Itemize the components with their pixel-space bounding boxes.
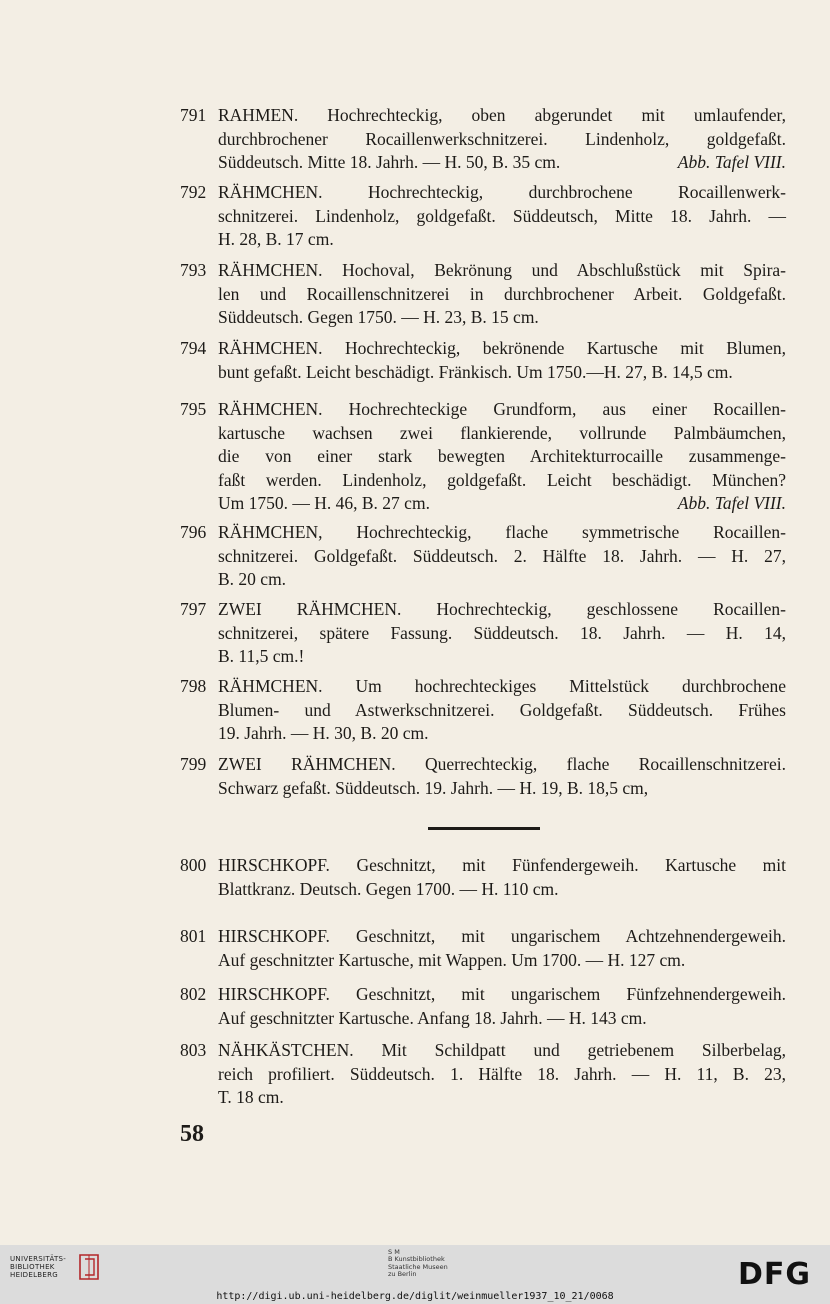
entry-line <box>218 398 786 422</box>
catalog-entry-792 <box>180 181 786 252</box>
entry-line-text: HIRSCHKOPF. Geschnitzt, mit Fünfendergeweih. Kartusche mit <box>218 855 786 875</box>
entry-line-text: Süddeutsch. Gegen 1750. — H. 23, B. 15 cm. <box>218 307 539 327</box>
entry-line <box>218 1039 786 1063</box>
catalog-entry-801 <box>180 925 786 972</box>
entry-line <box>218 228 786 252</box>
catalog-entry-791 <box>180 104 786 175</box>
figure-reference: Abb. Tafel VIII. <box>677 152 786 172</box>
university-library-logo <box>10 1255 66 1279</box>
entry-line <box>218 545 786 569</box>
entry-text <box>218 104 786 175</box>
entry-line-text: RÄHMCHEN. Hochrechteckige Grundform, aus einer Rocaillen- <box>218 399 786 419</box>
entry-line <box>218 645 786 669</box>
entry-line <box>218 151 786 175</box>
entry-line-text: durchbrochener Rocaillenwerkschnitzerei. Lindenholz, goldgefaßt. <box>218 128 786 149</box>
entry-line-text: RÄHMCHEN. Um hochrechteckiges Mittelstück durchbrochene <box>218 676 786 696</box>
entry-line <box>218 1007 786 1031</box>
permalink-url[interactable]: http://digi.ub.uni-heidelberg.de/diglit/weinmueller1937_10_21/0068 <box>216 1291 614 1302</box>
entry-line-text: reich profiliert. Süddeutsch. 1. Hälfte 18. Jahrh. — H. 11, B. 23, <box>218 1063 786 1084</box>
entry-line-text: T. 18 cm. <box>218 1087 284 1107</box>
entry-text <box>218 181 786 252</box>
entry-line-text: bunt gefaßt. Leicht beschädigt. Fränkisch. Um 1750.—H. 27, B. 14,5 cm. <box>218 361 733 382</box>
entry-line-text: schnitzerei. Goldgefaßt. Süddeutsch. 2. Hälfte 18. Jahrh. — H. 27, <box>218 545 786 566</box>
entry-line <box>218 854 786 878</box>
entry-line-text: Auf geschnitzter Kartusche. Anfang 18. Jahrh. — H. 143 cm. <box>218 1007 647 1028</box>
entry-line <box>218 104 786 128</box>
catalog-entry-794 <box>180 337 786 384</box>
entry-number: 794 <box>180 338 207 358</box>
entry-line-text: 19. Jahrh. — H. 30, B. 20 cm. <box>218 723 429 743</box>
entry-line-text: faßt werden. Lindenholz, goldgefaßt. Leicht beschädigt. München? <box>218 469 786 490</box>
entry-line <box>218 699 786 723</box>
entry-text <box>218 854 786 901</box>
entry-number: 802 <box>180 984 207 1004</box>
entry-line-text: HIRSCHKOPF. Geschnitzt, mit ungarischem Achtzehnendergeweih. <box>218 926 786 946</box>
entry-line-text: schnitzerei, spätere Fassung. Süddeutsch. 18. Jahrh. — H. 14, <box>218 622 786 643</box>
entry-line-text: RÄHMCHEN. Hochrechteckig, durchbrochene Rocaillenwerk- <box>218 182 786 202</box>
figure-reference: Abb. Tafel VIII. <box>677 493 786 513</box>
logo-line: BIBLIOTHEK <box>10 1263 55 1271</box>
viewer-footer <box>0 1245 830 1304</box>
entry-line <box>218 753 786 777</box>
entry-text <box>218 1039 786 1110</box>
entry-line <box>218 306 786 330</box>
entry-line <box>218 492 786 516</box>
entry-number: 791 <box>180 105 207 125</box>
entry-line-text: Schwarz gefaßt. Süddeutsch. 19. Jahrh. — H. 19, B. 18,5 cm, <box>218 777 649 798</box>
entry-line <box>218 675 786 699</box>
stamp-line: zu Berlin <box>388 1270 417 1279</box>
entry-line-text: ZWEI RÄHMCHEN. Hochrechteckig, geschlossene Rocaillen- <box>218 599 786 619</box>
entry-line <box>218 568 786 592</box>
catalog-entry-799 <box>180 753 786 800</box>
entry-number: 793 <box>180 260 207 280</box>
entry-text <box>218 925 786 972</box>
entry-line-text: RÄHMCHEN, Hochrechteckig, flache symmetrische Rocaillen- <box>218 522 786 542</box>
entry-line-text: ZWEI RÄHMCHEN. Querrechteckig, flache Rocaillenschnitzerei. <box>218 754 786 774</box>
entry-line-text: HIRSCHKOPF. Geschnitzt, mit ungarischem Fünfzehnendergeweih. <box>218 984 786 1004</box>
catalog-entry-795 <box>180 398 786 516</box>
entry-line-text: RÄHMCHEN. Hochrechteckig, bekrönende Kartusche mit Blumen, <box>218 338 786 358</box>
entry-line <box>218 259 786 283</box>
catalog-entry-802 <box>180 983 786 1030</box>
entry-text <box>218 398 786 516</box>
entry-line-text: H. 28, B. 17 cm. <box>218 229 334 249</box>
entry-line-text: Um 1750. — H. 46, B. 27 cm. <box>218 493 430 513</box>
entry-number: 797 <box>180 599 207 619</box>
logo-line: HEIDELBERG <box>10 1271 58 1279</box>
entry-number: 796 <box>180 522 207 542</box>
entry-line <box>218 983 786 1007</box>
entry-line <box>218 777 786 801</box>
entry-number: 803 <box>180 1040 207 1060</box>
entry-line-text: Blattkranz. Deutsch. Gegen 1700. — H. 110 cm. <box>218 878 559 899</box>
entry-text <box>218 521 786 592</box>
stamp-line: S M <box>388 1248 400 1256</box>
entry-line-text: schnitzerei. Lindenholz, goldgefaßt. Süddeutsch, Mitte 18. Jahrh. — <box>218 205 786 226</box>
stamp-line: Staatliche Museen <box>388 1262 448 1271</box>
entry-line <box>218 1063 786 1087</box>
entry-line <box>218 422 786 446</box>
entry-line <box>218 1086 786 1110</box>
catalog-entry-793 <box>180 259 786 330</box>
entry-line <box>218 181 786 205</box>
entry-number: 798 <box>180 676 207 696</box>
entry-line <box>218 622 786 646</box>
entry-line <box>218 128 786 152</box>
dfg-logo: DFG <box>738 1257 812 1292</box>
entry-line <box>218 205 786 229</box>
entry-line <box>218 337 786 361</box>
catalog-entry-798 <box>180 675 786 746</box>
entry-text <box>218 337 786 384</box>
entry-line-text: Süddeutsch. Mitte 18. Jahrh. — H. 50, B. 35 cm. <box>218 152 561 172</box>
entry-number: 795 <box>180 399 207 419</box>
catalog-entry-797 <box>180 598 786 669</box>
entry-line <box>218 521 786 545</box>
entry-text <box>218 598 786 669</box>
catalog-entry-796 <box>180 521 786 592</box>
entry-line-text: RAHMEN. Hochrechteckig, oben abgerundet mit umlaufender, <box>218 105 786 125</box>
entry-line <box>218 722 786 746</box>
page-number: 58 <box>180 1121 204 1147</box>
section-divider <box>428 827 540 830</box>
entry-line <box>218 878 786 902</box>
entry-line <box>218 925 786 949</box>
entry-line <box>218 598 786 622</box>
entry-line <box>218 361 786 385</box>
catalog-entry-803 <box>180 1039 786 1110</box>
entry-line-text: kartusche wachsen zwei flankierende, vollrunde Palmbäumchen, <box>218 422 786 443</box>
entry-line-text: NÄHKÄSTCHEN. Mit Schildpatt und getriebenem Silberbelag, <box>218 1040 786 1060</box>
catalog-entry-800 <box>180 854 786 901</box>
entry-text <box>218 675 786 746</box>
entry-line <box>218 445 786 469</box>
entry-line-text: len und Rocaillenschnitzerei in durchbrochener Arbeit. Goldgefaßt. <box>218 283 786 304</box>
library-stamp <box>388 1249 448 1279</box>
entry-line-text: B. 11,5 cm.! <box>218 646 305 666</box>
entry-line-text: Auf geschnitzter Kartusche, mit Wappen. Um 1700. — H. 127 cm. <box>218 949 686 970</box>
stamp-line: B Kunstbibliothek <box>388 1255 445 1264</box>
entry-text <box>218 753 786 800</box>
entry-text <box>218 259 786 330</box>
university-seal-icon <box>76 1251 102 1283</box>
entry-line <box>218 469 786 493</box>
entry-line-text: B. 20 cm. <box>218 569 287 589</box>
entry-number: 801 <box>180 926 207 946</box>
logo-line: UNIVERSITÄTS- <box>10 1255 67 1263</box>
entry-number: 799 <box>180 754 207 774</box>
entry-line <box>218 283 786 307</box>
entry-number: 792 <box>180 182 207 202</box>
entry-line-text: die von einer stark bewegten Architekturrocaille zusammenge- <box>218 446 786 466</box>
entry-line-text: Blumen- und Astwerkschnitzerei. Goldgefaßt. Süddeutsch. Frühes <box>218 699 786 720</box>
entry-line-text: RÄHMCHEN. Hochoval, Bekrönung und Abschlußstück mit Spira- <box>218 260 786 280</box>
entry-number: 800 <box>180 855 207 875</box>
entry-line <box>218 949 786 973</box>
entry-text <box>218 983 786 1030</box>
